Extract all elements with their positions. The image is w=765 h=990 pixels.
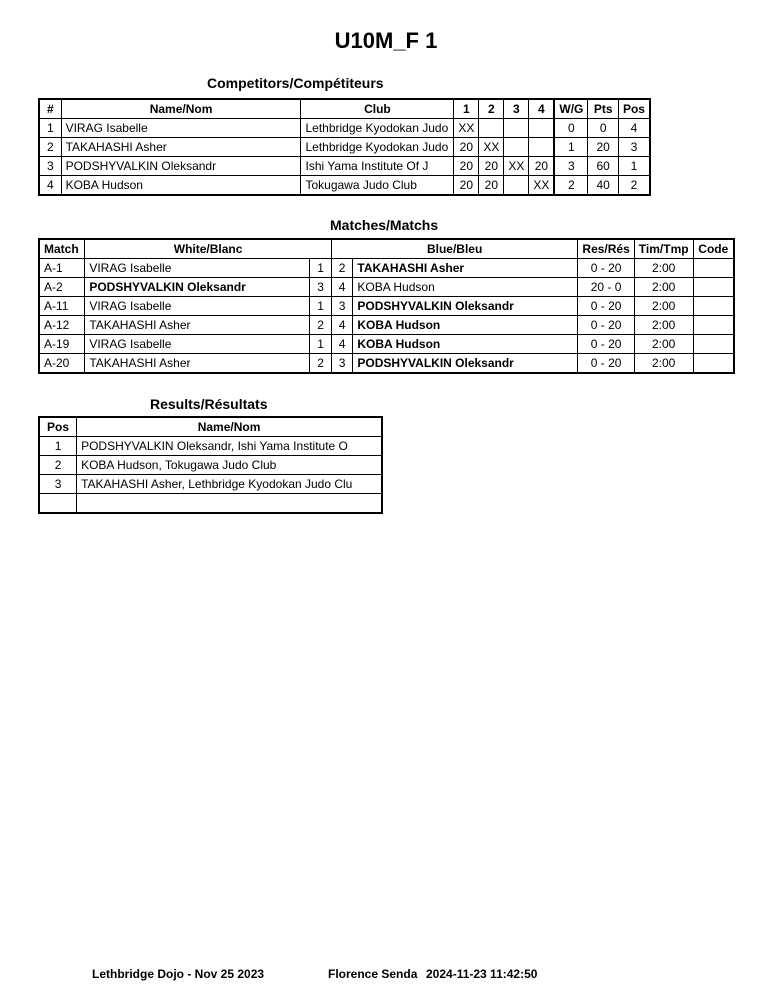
match-time: 2:00 bbox=[634, 335, 693, 354]
col-res: Res/Rés bbox=[578, 239, 634, 259]
competitor-num: 3 bbox=[39, 157, 61, 176]
result-position bbox=[39, 494, 77, 514]
result-row bbox=[39, 494, 382, 514]
match-id: A-11 bbox=[39, 297, 85, 316]
competitor-result-r2 bbox=[479, 119, 504, 138]
col-1: 1 bbox=[454, 99, 479, 119]
match-white-number: 1 bbox=[310, 297, 332, 316]
competitor-result-r1: 20 bbox=[454, 176, 479, 196]
match-id: A-20 bbox=[39, 354, 85, 374]
competitor-name: PODSHYVALKIN Oleksandr bbox=[61, 157, 301, 176]
match-blue-name: TAKAHASHI Asher bbox=[353, 259, 578, 278]
match-time: 2:00 bbox=[634, 297, 693, 316]
matches-heading: Matches/Matchs bbox=[330, 217, 439, 233]
result-name: PODSHYVALKIN Oleksandr, Ishi Yama Institute O bbox=[77, 437, 382, 456]
competitor-wins: 0 bbox=[554, 119, 588, 138]
col-blue: Blue/Bleu bbox=[331, 239, 578, 259]
competitor-wins: 3 bbox=[554, 157, 588, 176]
col-3: 3 bbox=[504, 99, 529, 119]
match-row bbox=[39, 354, 734, 374]
match-white-name: TAKAHASHI Asher bbox=[85, 354, 310, 374]
match-result: 0 - 20 bbox=[578, 335, 634, 354]
match-code bbox=[693, 297, 734, 316]
competitor-wins: 1 bbox=[554, 138, 588, 157]
result-position: 2 bbox=[39, 456, 77, 475]
competitor-position: 1 bbox=[618, 157, 650, 176]
result-name: KOBA Hudson, Tokugawa Judo Club bbox=[77, 456, 382, 475]
competitor-result-r3 bbox=[504, 176, 529, 196]
col-club: Club bbox=[301, 99, 454, 119]
match-white-name: VIRAG Isabelle bbox=[85, 335, 310, 354]
match-time: 2:00 bbox=[634, 259, 693, 278]
match-code bbox=[693, 316, 734, 335]
col-white: White/Blanc bbox=[85, 239, 332, 259]
match-code bbox=[693, 259, 734, 278]
match-blue-name: KOBA Hudson bbox=[353, 316, 578, 335]
competitor-position: 4 bbox=[618, 119, 650, 138]
match-row bbox=[39, 297, 734, 316]
match-white-name: TAKAHASHI Asher bbox=[85, 316, 310, 335]
competitor-club: Ishi Yama Institute Of J bbox=[301, 157, 454, 176]
match-blue-name: KOBA Hudson bbox=[353, 278, 578, 297]
competitor-result-r3: XX bbox=[504, 157, 529, 176]
result-row bbox=[39, 437, 382, 456]
col-wg: W/G bbox=[554, 99, 588, 119]
footer-event: Lethbridge Dojo - Nov 25 2023 bbox=[92, 967, 265, 981]
match-blue-number: 3 bbox=[331, 297, 353, 316]
competitor-result-r3 bbox=[504, 119, 529, 138]
competitor-row bbox=[39, 176, 650, 196]
match-row bbox=[39, 278, 734, 297]
competitor-num: 4 bbox=[39, 176, 61, 196]
competitor-result-r1: XX bbox=[454, 119, 479, 138]
match-white-number: 3 bbox=[310, 278, 332, 297]
competitor-num: 1 bbox=[39, 119, 61, 138]
matches-header-row bbox=[39, 239, 734, 259]
match-id: A-1 bbox=[39, 259, 85, 278]
match-white-number: 2 bbox=[310, 316, 332, 335]
footer-operator: Florence Senda bbox=[328, 967, 418, 981]
competitor-result-r2: 20 bbox=[479, 176, 504, 196]
competitor-position: 2 bbox=[618, 176, 650, 196]
match-blue-number: 3 bbox=[331, 354, 353, 374]
result-row bbox=[39, 456, 382, 475]
match-code bbox=[693, 278, 734, 297]
match-blue-number: 2 bbox=[331, 259, 353, 278]
match-result: 0 - 20 bbox=[578, 259, 634, 278]
competitor-club: Tokugawa Judo Club bbox=[301, 176, 454, 196]
match-result: 20 - 0 bbox=[578, 278, 634, 297]
match-blue-number: 4 bbox=[331, 278, 353, 297]
competitor-club: Lethbridge Kyodokan Judo bbox=[301, 138, 454, 157]
col-2: 2 bbox=[479, 99, 504, 119]
competitor-result-r1: 20 bbox=[454, 157, 479, 176]
results-heading: Results/Résultats bbox=[150, 396, 268, 412]
result-position: 3 bbox=[39, 475, 77, 494]
competitor-points: 60 bbox=[588, 157, 619, 176]
match-row bbox=[39, 335, 734, 354]
competitor-wins: 2 bbox=[554, 176, 588, 196]
competitor-row bbox=[39, 157, 650, 176]
result-name bbox=[77, 494, 382, 514]
page-title: U10M_F 1 bbox=[334, 28, 438, 53]
competitor-num: 2 bbox=[39, 138, 61, 157]
competitor-points: 20 bbox=[588, 138, 619, 157]
competitor-points: 0 bbox=[588, 119, 619, 138]
match-white-name: PODSHYVALKIN Oleksandr bbox=[85, 278, 310, 297]
competitor-row bbox=[39, 138, 650, 157]
match-id: A-2 bbox=[39, 278, 85, 297]
col-4: 4 bbox=[529, 99, 555, 119]
competitor-result-r4 bbox=[529, 119, 555, 138]
competitor-club: Lethbridge Kyodokan Judo bbox=[301, 119, 454, 138]
competitor-position: 3 bbox=[618, 138, 650, 157]
match-time: 2:00 bbox=[634, 278, 693, 297]
col-result-name: Name/Nom bbox=[77, 417, 382, 437]
match-time: 2:00 bbox=[634, 354, 693, 374]
footer-timestamp: 2024-11-23 11:42:50 bbox=[426, 967, 538, 981]
competitor-name: TAKAHASHI Asher bbox=[61, 138, 301, 157]
col-result-pos: Pos bbox=[39, 417, 77, 437]
results-table bbox=[38, 416, 383, 514]
competitor-result-r1: 20 bbox=[454, 138, 479, 157]
results-header-row bbox=[39, 417, 382, 437]
match-white-number: 2 bbox=[310, 354, 332, 374]
match-id: A-12 bbox=[39, 316, 85, 335]
match-white-name: VIRAG Isabelle bbox=[85, 259, 310, 278]
result-row bbox=[39, 475, 382, 494]
match-time: 2:00 bbox=[634, 316, 693, 335]
result-name: TAKAHASHI Asher, Lethbridge Kyodokan Judo Clu bbox=[77, 475, 382, 494]
competitor-result-r4: XX bbox=[529, 176, 555, 196]
match-result: 0 - 20 bbox=[578, 316, 634, 335]
match-result: 0 - 20 bbox=[578, 297, 634, 316]
col-match: Match bbox=[39, 239, 85, 259]
competitors-table bbox=[38, 98, 651, 196]
competitor-row bbox=[39, 119, 650, 138]
competitor-name: KOBA Hudson bbox=[61, 176, 301, 196]
col-pos: Pos bbox=[618, 99, 650, 119]
match-white-number: 1 bbox=[310, 259, 332, 278]
match-white-name: VIRAG Isabelle bbox=[85, 297, 310, 316]
competitors-heading: Competitors/Compétiteurs bbox=[207, 75, 384, 91]
result-position: 1 bbox=[39, 437, 77, 456]
col-num: # bbox=[39, 99, 61, 119]
competitor-result-r3 bbox=[504, 138, 529, 157]
match-row bbox=[39, 259, 734, 278]
match-id: A-19 bbox=[39, 335, 85, 354]
competitors-header-row bbox=[39, 99, 650, 119]
competitor-result-r4: 20 bbox=[529, 157, 555, 176]
match-code bbox=[693, 335, 734, 354]
competitor-result-r4 bbox=[529, 138, 555, 157]
competitor-points: 40 bbox=[588, 176, 619, 196]
col-pts: Pts bbox=[588, 99, 619, 119]
match-white-number: 1 bbox=[310, 335, 332, 354]
match-result: 0 - 20 bbox=[578, 354, 634, 374]
match-blue-number: 4 bbox=[331, 316, 353, 335]
col-time: Tim/Tmp bbox=[634, 239, 693, 259]
competitor-name: VIRAG Isabelle bbox=[61, 119, 301, 138]
matches-table bbox=[38, 238, 735, 374]
col-name: Name/Nom bbox=[61, 99, 301, 119]
competitor-result-r2: 20 bbox=[479, 157, 504, 176]
competitor-result-r2: XX bbox=[479, 138, 504, 157]
match-blue-name: KOBA Hudson bbox=[353, 335, 578, 354]
col-code: Code bbox=[693, 239, 734, 259]
match-blue-name: PODSHYVALKIN Oleksandr bbox=[353, 297, 578, 316]
match-code bbox=[693, 354, 734, 374]
match-row bbox=[39, 316, 734, 335]
match-blue-name: PODSHYVALKIN Oleksandr bbox=[353, 354, 578, 374]
match-blue-number: 4 bbox=[331, 335, 353, 354]
